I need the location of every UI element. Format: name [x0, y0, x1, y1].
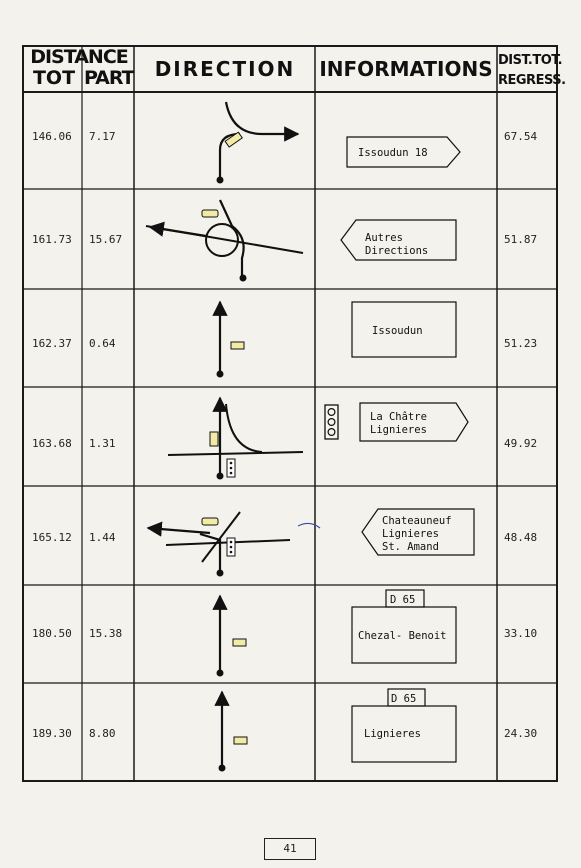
- row3-sign-text: Issoudun: [372, 325, 423, 337]
- row1-tot: 146.06: [32, 130, 72, 143]
- traffic-light-icon: [325, 405, 338, 439]
- row2-sign-text-1: Autres: [365, 232, 403, 244]
- row7-direction-diagram: [219, 692, 248, 772]
- row3-sign-board: [352, 302, 456, 357]
- row2-part: 15.67: [89, 233, 123, 246]
- row5-regress: 48.48: [504, 531, 538, 544]
- row4-direction-diagram: [168, 398, 303, 480]
- header-dist-tot: DIST.TOT.: [498, 53, 563, 68]
- row6-road-number: D 65: [390, 594, 416, 606]
- row2-tot: 161.73: [32, 233, 72, 246]
- row7-tot: 189.30: [32, 727, 72, 740]
- header-part: PART: [84, 67, 134, 89]
- row3-regress: 51.23: [504, 337, 538, 350]
- row2-direction-diagram: [146, 200, 303, 282]
- row4-sign-right-arrow: [325, 403, 468, 441]
- row6-regress: 33.10: [504, 627, 538, 640]
- row3-direction-diagram: [217, 302, 245, 378]
- header-tot: TOT: [32, 67, 76, 89]
- row6-sign-board: [352, 590, 456, 663]
- row1-part: 7.17: [89, 130, 116, 143]
- row6-direction-diagram: [217, 596, 247, 677]
- row5-sign-left-arrow: [362, 509, 474, 555]
- row4-part: 1.31: [89, 437, 116, 450]
- row1-regress: 67.54: [504, 130, 538, 143]
- row3-part: 0.64: [89, 337, 116, 350]
- header-informations: INFORMATIONS: [319, 57, 493, 81]
- row6-sign-text: Chezal- Benoit: [358, 630, 447, 642]
- row7-road-number: D 65: [391, 693, 417, 705]
- row1-direction-diagram: [217, 102, 299, 184]
- row4-tot: 163.68: [32, 437, 72, 450]
- header-direction: DIRECTION: [154, 57, 296, 81]
- row1-sign-right-arrow: [347, 137, 460, 167]
- header-regress: REGRESS.: [498, 73, 566, 88]
- row1-sign-text: Issoudun 18: [358, 147, 428, 159]
- page-number: 41: [264, 838, 316, 860]
- row5-tot: 165.12: [32, 531, 72, 544]
- row2-sign-text-2: Directions: [365, 245, 429, 257]
- row7-regress: 24.30: [504, 727, 538, 740]
- row4-sign-text-2: Lignieres: [370, 424, 427, 436]
- row6-part: 15.38: [89, 627, 123, 640]
- row3-tot: 162.37: [32, 337, 72, 350]
- row6-tot: 180.50: [32, 627, 72, 640]
- row2-regress: 51.87: [504, 233, 538, 246]
- header-distance: DISTANCE: [30, 46, 128, 68]
- row4-sign-text-1: La Châtre: [370, 411, 427, 423]
- row2-sign-left-arrow: [341, 220, 456, 260]
- row5-part: 1.44: [89, 531, 116, 544]
- row7-sign-board: [352, 689, 456, 762]
- row5-direction-diagram: [148, 512, 320, 577]
- row7-sign-text: Lignieres: [364, 728, 421, 740]
- row5-sign-text-2: Lignieres: [382, 528, 439, 540]
- row5-sign-text-3: St. Amand: [382, 541, 439, 553]
- row5-sign-text-1: Chateauneuf: [382, 515, 452, 527]
- row7-part: 8.80: [89, 727, 116, 740]
- row4-regress: 49.92: [504, 437, 538, 450]
